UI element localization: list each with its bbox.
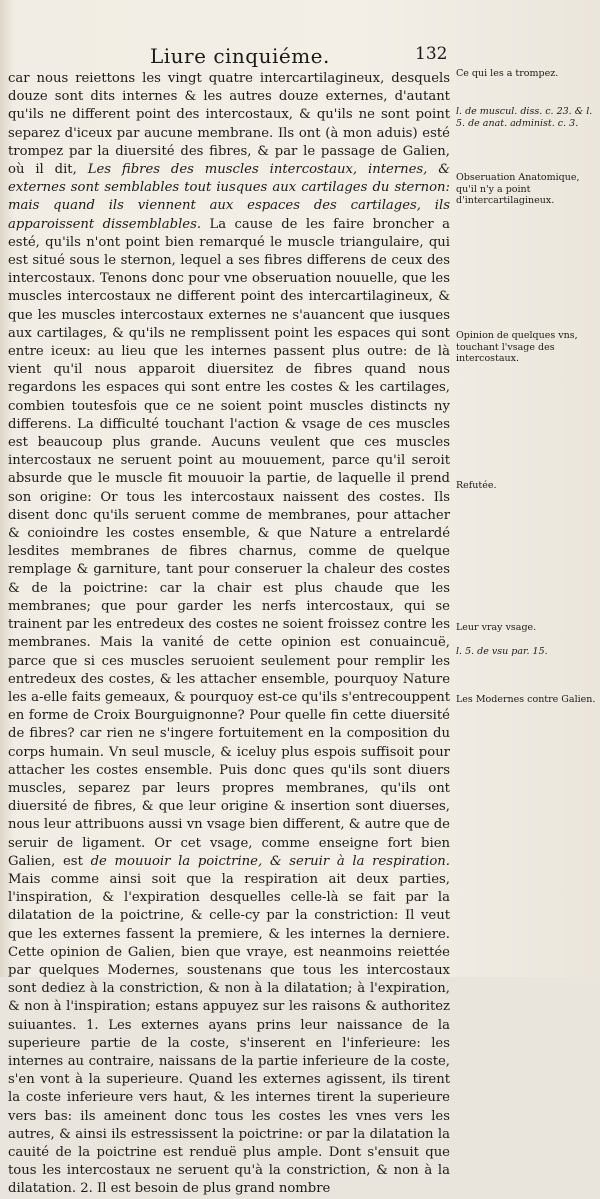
body-text [8,70,450,1199]
paragraph-intro: car nous reiettons les vingt quatre intercartilagineux, desquels douze sont dits internes & les autres douze externes, d'autant qu'ils ne different point des intercostaux, & qu'ils ne sont point separez d'iceux par aucune membrane. Ils ont (à mon aduis) esté trompez par la diuersité des fibres, & par le passage de Galien, où il dit, [8,71,450,178]
margin-note: Leur vray vsage. [456,622,537,633]
galen-quote: Les fibres des muscles intercostaux, internes, & externes sont semblables tout iusques aux cartilages du sternon: mais quand ils viennent aux espaces des cartilages, ils apparoissent dissemblables. [8,162,450,232]
margin-note: Obseruation Anatomique, qu'il n'y a point d'intercartilagineux. [456,172,580,206]
paragraph-respiration: Mais comme ainsi soit que la respiration ait deux parties, l'inspiration, & l'expiration desquelles celle-là se fait par la dilatation de la poictrine, & celle-cy par la constriction: Il veut que les externes fassent la premiere, & les internes la derniere. Cette opinion de Galien, bien que vraye, est neanmoins reiettée par quelques Modernes, soustenans que tous les intercostaux sont dediez à la constriction, & non à la dilatation; à l'expiration, & non à l'inspiration; estans appuyez sur les raisons & authoritez suiuantes. 1. Les externes ayans prins leur naissance de la superieure partie de la coste, s'inserent en l'inferieure: les internes au contraire, naissans de la partie inferieure de la coste, s'en vont à la superieure. Quand les externes agissent, ils tirent la coste inferieure vers haut, & les internes tirent la superieure vers bas: ils ameinent donc tous les costes les vnes vers les autres, & ainsi ils estressissent la poictrine: or par la dilatation la cauité de la poictrine est renduë plus ample. Dont s'ensuit que tous les intercostaux ne seruent qu'à la constriction, & non à la dilatation. 2. Il est besoin de plus grand nombre [8,871,450,1197]
galen-usage-quote: de mouuoir la poictrine, & seruir à la respiration. [90,853,450,869]
margin-note: Les Modernes contre Galien. [456,694,596,705]
margin-note-reference: l. 5. de vsu par. 15. [456,646,548,657]
paragraph-main: La cause de les faire broncher a esté, qu'ils n'ont point bien remarqué le muscle triangulaire, qui est situé sous le sternon, lequel a ses fibres differens de ceux des intercostaux. Tenons donc pour vne obseruation nouuelle, que les muscles intercostaux ne different point des intercartilagineux, & que les muscles intercostaux externes ne s'auancent que iusques aux cartilages, & qu'ils ne remplissent point les espaces qui sont entre iceux: au lieu que les internes passent plus outre: de là vient qu'il nous apparoit diuersitez de fibres quand nous regardons les espaces qui sont entre les costes & les cartilages, combien toutesfois que ce ne soient point muscles distincts ny differens. La difficulté touchant l'action & vsage de ces muscles est beaucoup plus grande. Aucuns veulent que ces muscles intercostaux ne seruent point au mouuement, parce qu'il seroit absurde que le muscle fit mouuoir la partie, de laquelle il prend son origine: Or tous les intercostaux naissent des costes. Ils disent donc qu'ils seruent comme de membranes, pour attacher & conioindre les costes ensemble, & que Nature a entrelardé lesdites membranes de fibres charnus, comme de quelque remplage & garniture, tant pour conseruer la chaleur des costes & de la poictrine: car la chair est plus chaude que les membranes; que pour garder les nerfs intercostaux, qui se trainent par les entredeux des costes ne soient froissez contre les membranes. Mais la vanité de cette opinion est conuaincuë, parce que si ces muscles seruoient seulement pour remplir les entredeux des costes, & les attacher ensemble, pourquoy Nature les a-elle faits gemeaux, & pourquoy est-ce qu'ils s'entrecouppent en forme de Croix Bourguignonne? Pour quelle fin cette diuersité de fibres? car rien ne s'ingere fortuitement en la composition du corps humain. Vn seul muscle, & iceluy plus espois suffisoit pour attacher les costes ensemble. Puis donc ques qu'ils sont diuers muscles, separez par leurs propres membranes, qu'ils ont diuersité de fibres, & que leur origine & insertion sont diuerses, nous leur attribuons aussi vn vsage bien different, & autre que de seruir de ligament. Or cet vsage, comme enseigne fort bien Galien, est [8,216,451,869]
page-number: 132 [415,44,448,64]
running-title: Liure cinquiéme. [150,44,330,68]
margin-note: Ce qui les a trompez. [456,68,559,79]
body-paragraph [8,70,450,1199]
margin-note: Refutée. [456,480,497,491]
margin-note: Opinion de quelques vns, touchant l'vsage des intercostaux. [456,330,578,364]
margin-note-reference: l. de muscul. diss. c. 23. & l. 5. de anat. administ. c. 3. [456,106,593,129]
